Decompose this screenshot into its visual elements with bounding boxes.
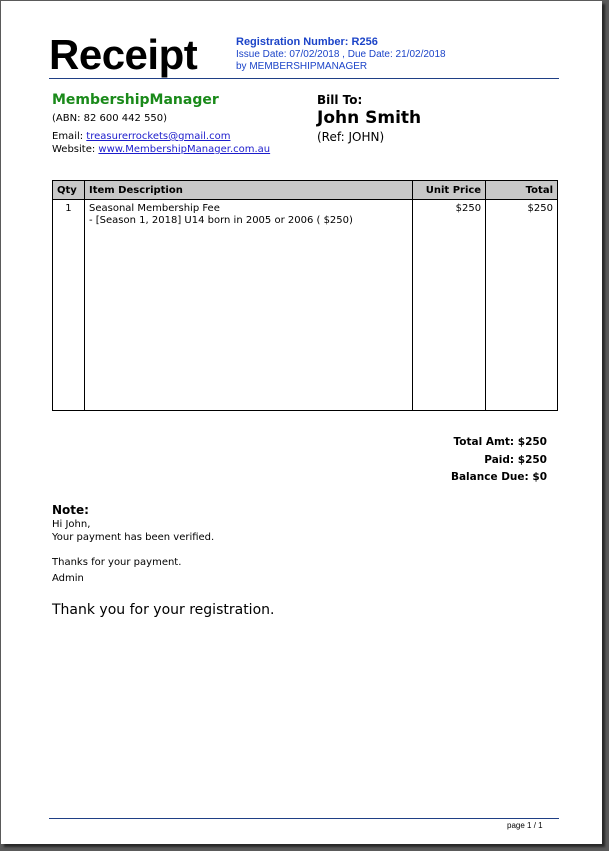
note-line: Hi John, (52, 519, 91, 530)
totals-block (451, 434, 547, 487)
company-abn: (ABN: 82 600 442 550) (52, 113, 168, 124)
website-link[interactable]: www.MembershipManager.com.au (98, 144, 271, 155)
row-description (84, 200, 412, 411)
note-body (52, 518, 214, 585)
bill-to-ref: (Ref: JOHN) (317, 130, 385, 144)
note-signature: Admin (52, 573, 84, 584)
balance-due: Balance Due: $0 (450, 471, 547, 483)
issued-by: by MEMBERSHIPMANAGER (236, 61, 368, 72)
registration-number: Registration Number: R256 (236, 36, 378, 48)
receipt-title: Receipt (49, 31, 198, 78)
row-unit-price: $250 (413, 200, 486, 411)
table-row (53, 200, 558, 411)
note-line: Your payment has been verified. (52, 532, 215, 543)
header-divider (49, 78, 559, 79)
paid-amount: Paid: $250 (484, 453, 547, 466)
page-number: page 1 / 1 (507, 821, 543, 830)
company-email-line (52, 130, 230, 143)
company-website-line (52, 143, 270, 156)
email-link[interactable]: treasurerrockets@gmail.com (86, 131, 231, 142)
footer-divider (49, 818, 559, 819)
items-table (52, 180, 558, 411)
row-qty: 1 (53, 200, 85, 411)
header-qty: Qty (53, 181, 85, 200)
receipt-page (1, 1, 602, 844)
row-description-line2: - [Season 1, 2018] U14 born in 2005 or 2006 ( $250) (88, 215, 353, 226)
header-description: Item Description (84, 181, 412, 200)
bill-to-name: John Smith (317, 108, 422, 128)
header-total: Total (486, 181, 558, 200)
row-total: $250 (486, 200, 558, 411)
table-header-row (53, 181, 558, 200)
issue-due-dates: Issue Date: 07/02/2018 , Due Date: 21/02/2018 (236, 49, 446, 60)
registration-info (236, 35, 446, 73)
total-amount: Total Amt: $250 (453, 436, 547, 448)
email-label: Email: (52, 131, 87, 142)
website-label: Website: (52, 144, 99, 155)
thank-you-message: Thank you for your registration. (52, 602, 275, 618)
note-label: Note: (52, 503, 89, 517)
note-line: Thanks for your payment. (52, 557, 182, 568)
bill-to-label: Bill To: (317, 93, 363, 107)
header-unit-price: Unit Price (413, 181, 486, 200)
row-description-line1: Seasonal Membership Fee (88, 203, 220, 214)
company-name: MembershipManager (52, 92, 219, 108)
